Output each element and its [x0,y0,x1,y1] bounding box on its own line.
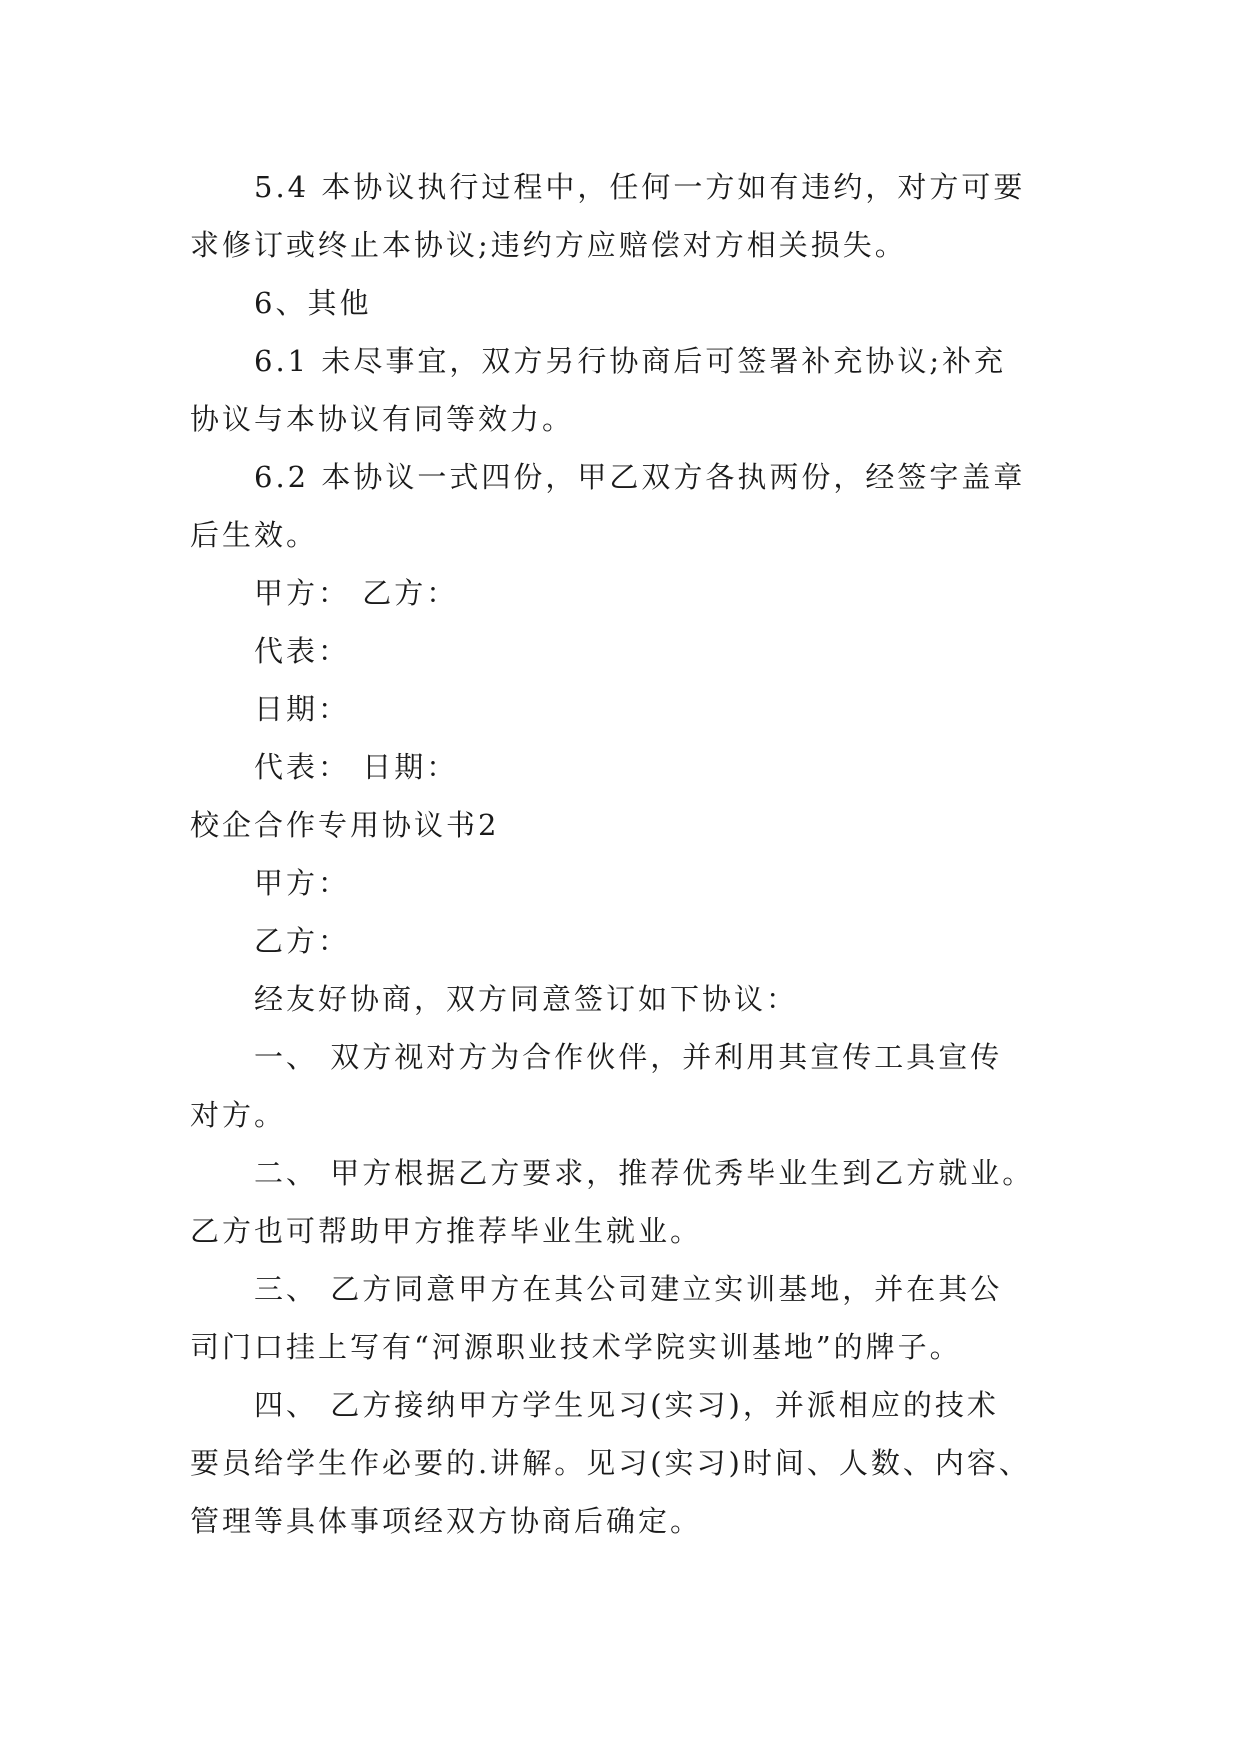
clause-line: 四、 乙方接纳甲方学生见习(实习)，并派相应的技术 [254,1388,999,1422]
paragraph-line: 6.1 未尽事宜，双方另行协商后可签署补充协议;补充 [254,344,1007,378]
clause-line: 乙方也可帮助甲方推荐毕业生就业。 [190,1214,703,1248]
clause-line: 一、 双方视对方为合作伙伴，并利用其宣传工具宣传 [254,1040,1003,1074]
paragraph-line: 求修订或终止本协议;违约方应赔偿对方相关损失。 [190,228,907,262]
clause-line: 要员给学生作必要的.讲解。见习(实习)时间、人数、内容、 [190,1446,1031,1480]
clause-line: 三、 乙方同意甲方在其公司建立实训基地，并在其公 [254,1272,1003,1306]
party-a-line: 甲方： [254,866,351,900]
clause-line: 对方。 [190,1098,287,1132]
clause-line: 司门口挂上写有“河源职业技术学院实训基地”的牌子。 [190,1330,962,1364]
document-body [190,158,1062,1550]
party-b-line: 乙方： [254,924,351,958]
paragraph-line: 5.4 本协议执行过程中，任何一方如有违约，对方可要 [254,170,1026,204]
paragraph-line: 协议与本协议有同等效力。 [190,402,575,436]
signature-parties-line: 甲方： 乙方： [254,576,459,610]
signature-date-line: 日期： [254,692,351,726]
signature-representative-date-line: 代表： 日期： [254,750,459,784]
document-title: 校企合作专用协议书2 [190,808,500,842]
section-heading: 6、其他 [254,286,372,320]
paragraph-line: 6.2 本协议一式四份，甲乙双方各执两份，经签字盖章 [254,460,1026,494]
paragraph-line: 后生效。 [190,518,319,552]
paragraph-line: 经友好协商，双方同意签订如下协议： [254,982,799,1016]
clause-line: 二、 甲方根据乙方要求，推荐优秀毕业生到乙方就业。 [254,1156,1035,1190]
clause-line: 管理等具体事项经双方协商后确定。 [190,1504,703,1538]
signature-representative-line: 代表： [254,634,351,668]
